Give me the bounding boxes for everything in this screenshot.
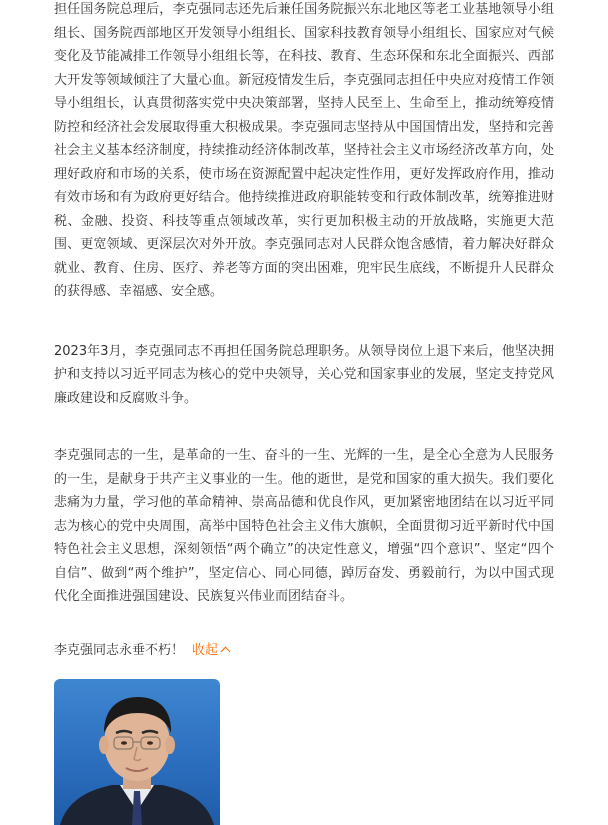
closing-text: 李克强同志永垂不朽！	[54, 642, 185, 658]
article-body	[54, 0, 554, 661]
portrait-photo	[54, 679, 220, 825]
article-paragraph: 2023年3月，李克强同志不再担任国务院总理职务。从领导岗位上退下来后，他坚决拥护和支持以习近平同志为核心的党中央领导，关心党和国家事业的发展，坚定支持党风廉政建设和反腐败斗争。	[54, 343, 554, 406]
closing-line	[54, 641, 554, 661]
portrait-illustration	[54, 679, 220, 825]
chevron-up-icon	[221, 646, 231, 656]
article-paragraph: 担任国务院总理后，李克强同志还先后兼任国务院振兴东北地区等老工业基地领导小组组长、国务院西部地区开发领导小组组长、国家科技教育领导小组组长、国家应对气候变化及节能减排工作领导小组组长等，在科技、教育、生态环保和东北全面振兴、西部大开发等领域倾注了大量心血。新冠疫情发生后，李克强同志担任中央应对疫情工作领导小组组长，认真贯彻落实党中央决策部署，坚持人民至上、生命至上，推动统筹疫情防控和经济社会发展取得重大积极成果。李克强同志坚持从中国国情出发，坚持和完善社会主义基本经济制度，持续推动经济体制改革，坚持社会主义市场经济改革方向，处理好政府和市场的关系，使市场在资源配置中起决定性作用，更好发挥政府作用，推动有效市场和有为政府更好结合。他持续推进政府职能转变和行政体制改革，统筹推进财税、金融、投资、科技等重点领域改革，实行更加积极主动的开放战略，实施更大范围、更宽领域、更深层次对外开放。李克强同志对人民群众饱含感情，着力解决好群众就业、教育、住房、医疗、养老等方面的突出困难，兜牢民生底线，不断提升人民群众的获得感、幸福感、安全感。	[54, 2, 554, 299]
collapse-label: 收起	[192, 642, 219, 658]
collapse-button[interactable]	[192, 643, 229, 658]
article-paragraph: 李克强同志的一生，是革命的一生、奋斗的一生、光辉的一生，是全心全意为人民服务的一生，是献身于共产主义事业的一生。他的逝世，是党和国家的重大损失。我们要化悲痛为力量，学习他的革命精神、崇高品德和优良作风，更加紧密地团结在以习近平同志为核心的党中央周围，高举中国特色社会主义伟大旗帜，全面贯彻习近平新时代中国特色社会主义思想，深刻领悟“两个确立”的决定性意义，增强“四个意识”、坚定“四个自信”、做到“两个维护”，坚定信心、同心同德，踔厉奋发、勇毅前行，为以中国式现代化全面推进强国建设、民族复兴伟业而团结奋斗。	[54, 448, 554, 604]
